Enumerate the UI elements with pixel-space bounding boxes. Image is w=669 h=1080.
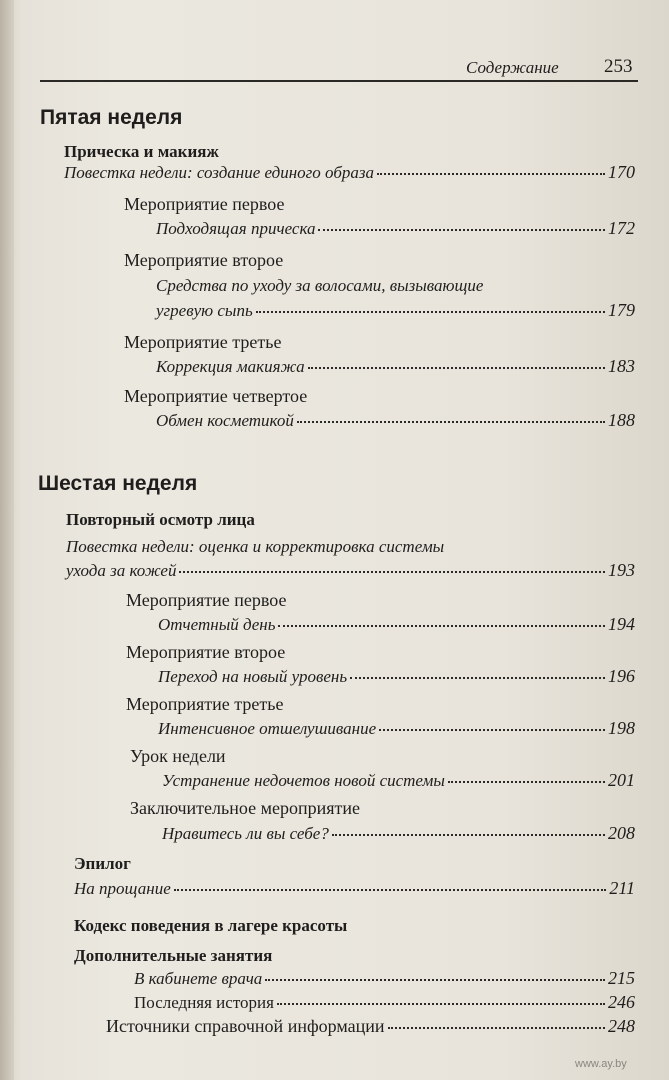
agenda-text-line1: Повестка недели: оценка и корректировка системы — [66, 537, 445, 556]
book-spine-shadow — [0, 0, 14, 1080]
toc-entry-page: 196 — [608, 666, 635, 686]
toc-entry-page: 198 — [608, 718, 635, 738]
toc-entry[interactable] — [106, 1016, 635, 1037]
leader-dots — [278, 625, 605, 627]
toc-entry-page: 194 — [608, 614, 635, 634]
toc-entry-page: 193 — [608, 560, 635, 580]
toc-entry-text: Нравитесь ли вы себе? — [162, 824, 329, 843]
event-label: Урок недели — [130, 746, 226, 766]
section-title-week6: Шестая неделя — [38, 472, 198, 495]
toc-entry-text: Обмен косметикой — [156, 411, 294, 430]
toc-entry-text: ухода за кожей — [66, 561, 177, 580]
toc-entry-text: На прощание — [74, 879, 171, 898]
chapter-title: Дополнительные занятия — [74, 946, 273, 965]
leader-dots — [297, 421, 605, 423]
toc-entry-text: Интенсивное отшелушивание — [158, 719, 377, 738]
chapter-title: Эпилог — [74, 854, 131, 873]
toc-entry[interactable] — [162, 770, 635, 791]
toc-entry-page: 183 — [608, 356, 635, 376]
toc-entry-page: 172 — [608, 218, 635, 238]
leader-dots — [448, 781, 605, 783]
header-rule — [40, 80, 638, 82]
event-label: Мероприятие первое — [124, 194, 285, 214]
toc-entry[interactable] — [134, 968, 635, 989]
toc-entry[interactable] — [156, 356, 635, 377]
toc-entry-text: В кабинете врача — [134, 969, 263, 988]
toc-entry-page: 208 — [608, 823, 635, 843]
leader-dots — [332, 834, 605, 836]
leader-dots — [379, 729, 605, 731]
event-label: Мероприятие первое — [126, 590, 287, 610]
toc-entry-page: 179 — [608, 300, 635, 320]
toc-entry-text: Устранение недочетов новой системы — [162, 771, 445, 790]
leader-dots — [277, 1003, 605, 1005]
toc-entry[interactable] — [66, 560, 635, 581]
running-header-title: Содержание — [466, 58, 559, 77]
toc-entry-page: 188 — [608, 410, 635, 430]
toc-entry[interactable] — [156, 410, 635, 431]
toc-entry[interactable] — [162, 823, 635, 844]
toc-entry[interactable] — [74, 878, 635, 899]
leader-dots — [308, 367, 605, 369]
event-label: Заключительное мероприятие — [130, 798, 360, 818]
toc-entry[interactable] — [156, 300, 635, 321]
event-label: Мероприятие второе — [126, 642, 286, 662]
leader-dots — [350, 677, 605, 679]
toc-entry-page: 201 — [608, 770, 635, 790]
toc-entry-text: Отчетный день — [158, 615, 276, 634]
event-label: Мероприятие второе — [124, 250, 284, 270]
toc-entry-text: Переход на новый уровень — [158, 667, 348, 686]
chapter-title: Повторный осмотр лица — [66, 510, 255, 529]
chapter-title: Кодекс поведения в лагере красоты — [74, 916, 348, 935]
toc-entry[interactable] — [158, 666, 635, 687]
watermark: www.ay.by — [575, 1058, 627, 1070]
toc-entry-page: 248 — [608, 1016, 635, 1036]
toc-entry[interactable] — [156, 218, 635, 239]
event-label: Мероприятие третье — [124, 332, 282, 352]
chapter-title: Прическа и макияж — [64, 142, 219, 161]
toc-entry-text: Источники справочной информации — [106, 1016, 385, 1036]
toc-entry-text-line1: Средства по уходу за волосами, вызывающие — [156, 276, 484, 295]
toc-entry[interactable] — [158, 614, 635, 635]
leader-dots — [377, 173, 605, 175]
event-label: Мероприятие четвертое — [124, 386, 308, 406]
leader-dots — [256, 311, 605, 313]
toc-entry-page: 246 — [608, 992, 635, 1012]
leader-dots — [265, 979, 605, 981]
toc-entry-text: угревую сыпь — [156, 301, 253, 320]
toc-entry-text: Коррекция макияжа — [156, 357, 305, 376]
event-label: Мероприятие третье — [126, 694, 284, 714]
leader-dots — [174, 889, 607, 891]
toc-entry-text: Последняя история — [134, 993, 274, 1012]
toc-entry-page: 215 — [608, 968, 635, 988]
toc-entry-page: 211 — [609, 878, 635, 898]
toc-entry-page: 170 — [608, 162, 635, 182]
section-title-week5: Пятая неделя — [40, 106, 183, 129]
toc-entry-text: Повестка недели: создание единого образа — [64, 163, 375, 182]
leader-dots — [388, 1027, 606, 1029]
toc-entry-text: Подходящая прическа — [156, 219, 316, 238]
toc-entry[interactable] — [158, 718, 635, 739]
leader-dots — [179, 571, 605, 573]
leader-dots — [318, 229, 605, 231]
toc-entry[interactable] — [64, 162, 635, 183]
running-header-page-number: 253 — [604, 56, 633, 77]
toc-entry[interactable] — [134, 992, 635, 1013]
